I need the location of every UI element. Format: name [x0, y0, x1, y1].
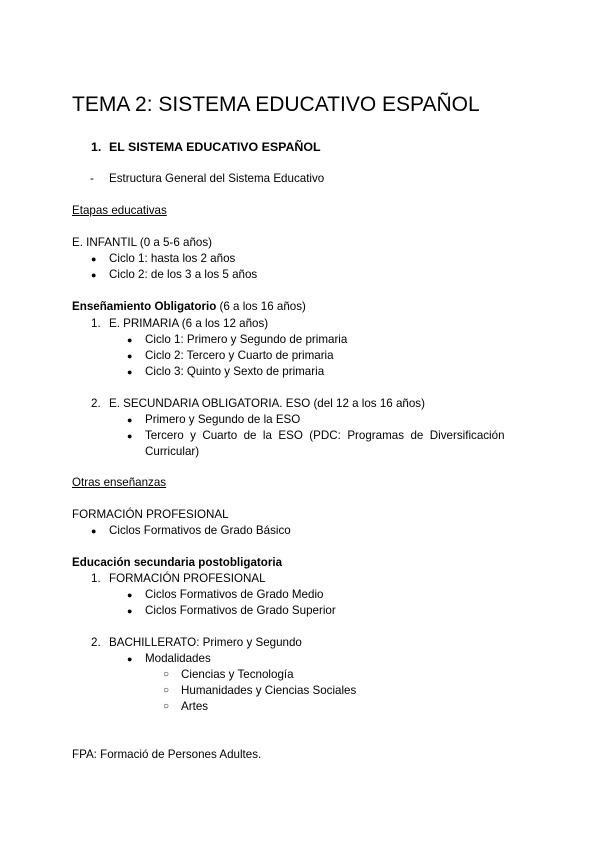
bullet-icon: ● [127, 606, 133, 616]
primaria-label: E. PRIMARIA (6 a los 12 años) [109, 317, 269, 330]
list-item: Ciclo 3: Quinto y Sexto de primaria [145, 365, 325, 378]
bullet-icon: ● [127, 431, 133, 441]
footer-note: FPA: Formació de Persones Adultes. [72, 748, 262, 761]
list-item: Ciclos Formativos de Grado Medio [145, 588, 324, 601]
fp-label: FORMACIÓN PROFESIONAL [72, 508, 229, 521]
bullet-icon: ● [91, 270, 97, 280]
list-number: 2. [91, 397, 101, 410]
list-item: Ciclo 2: de los 3 a los 5 años [109, 268, 258, 281]
bullet-icon: ● [127, 367, 133, 377]
obligatorio-label [72, 300, 306, 314]
dash-item-text: Estructura General del Sistema Educativo [109, 172, 325, 185]
circle-bullet-icon: ○ [163, 669, 170, 680]
circle-bullet-icon: ○ [163, 685, 170, 696]
list-item: Ciclos Formativos de Grado Superior [145, 604, 336, 617]
list-item: Tercero y Cuarto de la ESO (PDC: Programas de Diversificación [145, 429, 505, 442]
postobligatoria-label: Educación secundaria postobligatoria [72, 556, 283, 569]
otras-heading: Otras enseñanzas [72, 476, 167, 489]
list-number: 1. [91, 572, 101, 585]
secundaria-label: E. SECUNDARIA OBLIGATORIA. ESO (del 12 a los 16 años) [109, 397, 425, 410]
list-item: Primero y Segundo de la ESO [145, 413, 301, 426]
bullet-icon: ● [127, 415, 133, 425]
section-heading: EL SISTEMA EDUCATIVO ESPAÑOL [109, 140, 321, 154]
list-number: 1. [91, 317, 101, 330]
list-item: Artes [181, 700, 209, 713]
list-item-continuation: Curricular) [145, 445, 200, 458]
section-number: 1. [91, 140, 102, 154]
page-title: TEMA 2: SISTEMA EDUCATIVO ESPAÑOL [72, 93, 480, 116]
infantil-label: E. INFANTIL (0 a 5-6 años) [72, 236, 213, 249]
bullet-icon: ● [127, 654, 133, 664]
bullet-icon: ● [127, 590, 133, 600]
dash-marker: - [90, 172, 94, 185]
list-item: Ciclo 1: Primero y Segundo de primaria [145, 333, 348, 346]
list-item: Ciclo 2: Tercero y Cuarto de primaria [145, 349, 334, 362]
post-fp-label: FORMACIÓN PROFESIONAL [109, 572, 266, 585]
obligatorio-label-bold: Enseñamiento Obligatorio [72, 300, 217, 313]
bullet-icon: ● [127, 351, 133, 361]
bullet-icon: ● [91, 526, 97, 536]
list-item: Ciencias y Tecnología [181, 668, 294, 681]
list-item: Humanidades y Ciencias Sociales [181, 684, 357, 697]
list-item: Ciclo 1: hasta los 2 años [109, 252, 236, 265]
list-item: Ciclos Formativos de Grado Básico [109, 524, 291, 537]
modalidades-label: Modalidades [145, 652, 211, 665]
bullet-icon: ● [127, 335, 133, 345]
obligatorio-label-rest: (6 a los 16 años) [216, 300, 306, 313]
bachillerato-label: BACHILLERATO: Primero y Segundo [109, 636, 302, 649]
list-number: 2. [91, 636, 101, 649]
etapas-heading: Etapas educativas [72, 204, 167, 217]
bullet-icon: ● [91, 254, 97, 264]
circle-bullet-icon: ○ [163, 701, 170, 712]
